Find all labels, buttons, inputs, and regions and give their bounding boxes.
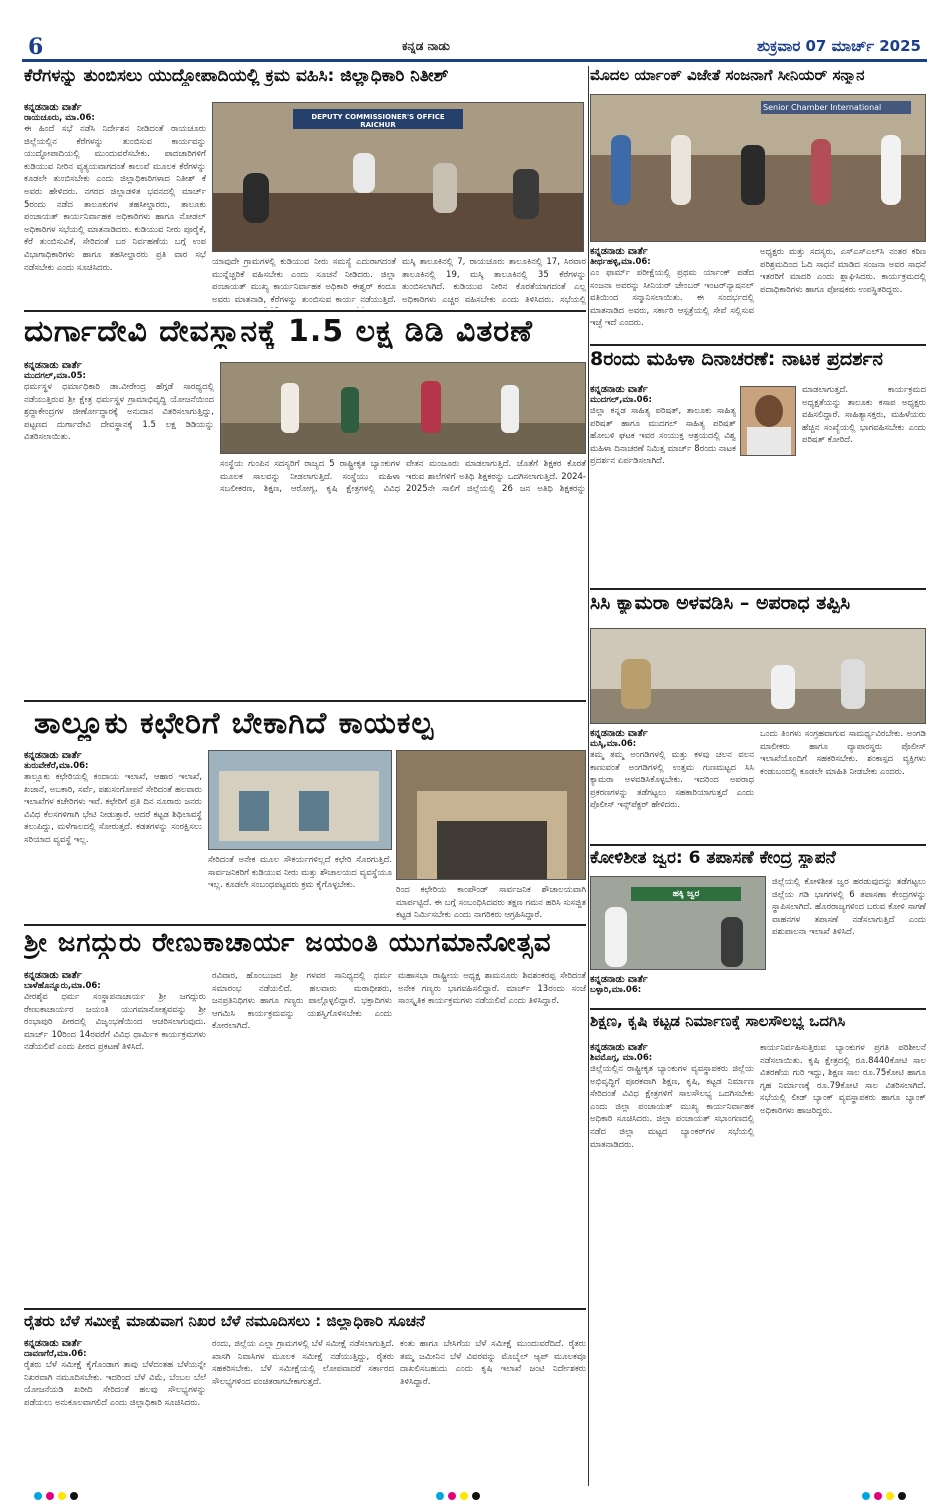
- issue-date: ಶುಕ್ರವಾರ 07 ಮಾರ್ಚ್ 2025: [757, 37, 921, 55]
- article-column: [212, 1338, 394, 1488]
- headline: ರೈತರು ಬೆಳೆ ಸಮೀಕ್ಷೆ ಮಾಡುವಾಗ ನಿಖರ ಬೆಳೆ ನಮೂದಿಸಲು : ಜಿಲ್ಲಾಧಿಕಾರಿ ಸೂಚನೆ: [24, 1312, 425, 1330]
- article-column: [212, 256, 396, 308]
- registration-marks-left: [34, 1492, 78, 1500]
- dateline: ಬಾಳೆಹೊನ್ನೂರು,ಮಾ.06:: [24, 981, 101, 991]
- section-divider: [590, 344, 926, 346]
- article-crop-survey: [24, 1312, 586, 1488]
- headline: ಮೊದಲ ರ್ಯಾಂಕ್ ವಿಜೇತೆ ಸಂಜನಾಗೆ ಸೀನಿಯರ್ ಸನ್ಮಾನ: [590, 66, 865, 84]
- dateline: ಬಳ್ಳಾರಿ,ಮಾ.06:: [590, 985, 642, 995]
- article-column: [772, 876, 926, 1008]
- byline: ಕನ್ನಡನಾಡು ವಾರ್ತೆ: [590, 728, 648, 739]
- article-column: [590, 246, 754, 344]
- article-column: [760, 1042, 926, 1488]
- registration-marks-center: [436, 1492, 480, 1500]
- article-column: [590, 974, 766, 1008]
- article-body: ಸಂಸ್ಥೆಯ ಗುಂಪಿನ ಸದಸ್ಯರಿಗೆ ರಾಜ್ಯದ 5 ರಾಷ್ಟ್ರೀಕೃತ ಬ್ಯಾಂಕುಗಳ ಮೂಲಕ ಸಾಲವನ್ನು ನೀಡಲಾಗುತ್ತಿದೆ. ಸಂಸ್ಥೆಯು ಮಹಿಳಾ ಸಬಲೀಕರಣ, ಶಿಕ್ಷಣ, ಆರೋಗ್ಯ, ಕೃಷಿ ಕ್ಷೇತ್ರಗಳಲ್ಲಿ ವಿವಿಧ: [220, 459, 400, 494]
- article-body: ಒಂದು ತಿಂಗಳು ಸಂಗ್ರಹವಾಗುವ ಸಾಮರ್ಥ್ಯವಿರಬೇಕು. ಅಂಗಡಿ ಮಾಲೀಕರು ಹಾಗೂ ವ್ಯಾಪಾರಸ್ಥರು ಪೊಲೀಸ್ ಇಲಾಖೆಯೊಂದಿಗೆ ಸಹಕರಿಸಬೇಕು. ಶಂಕಾಸ್ಪದ ವ್ಯಕ್ತಿಗಳು ಕಂಡುಬಂದಲ್ಲಿ ಕೂಡಲೇ ಮಾಹಿತಿ ನೀಡಬೇಕು ಎಂದರು.: [760, 729, 926, 777]
- article-body: ತಾಲ್ಲೂಕು ಕಛೇರಿಯಲ್ಲಿ ಕಂದಾಯ ಇಲಾಖೆ, ಆಹಾರ ಇಲಾಖೆ, ಖಜಾನೆ, ಅಬಕಾರಿ, ಸರ್ವೆ, ಪಶುಸಂಗೋಪನೆ ಸೇರಿದಂತೆ ಹಲವಾರು ಇಲಾಖೆಗಳ ಕಚೇರಿಗಳು ಇವೆ. ಕಛೇರಿಗೆ ಪ್ರತಿ ದಿನ ನೂರಾರು ಜನರು ವಿವಿಧ ಕೆಲಸಗಳಿಗಾಗಿ ಭೇಟಿ ನೀಡುತ್ತಾರೆ. ಆದರೆ ಕಟ್ಟಡ ಶಿಥಿಲಾವಸ್ಥೆ ತಲುಪಿದ್ದು, ಮಳೆಗಾಲದಲ್ಲಿ ಸೋರುತ್ತದೆ. ಕಡತಗಳನ್ನು ಸಂರಕ್ಷಿಸಲು ಸರಿಯಾದ ವ್ಯವಸ್ಥೆ ಇಲ್ಲ.: [24, 772, 202, 845]
- article-taluk-office: [24, 704, 586, 924]
- byline: ಕನ್ನಡನಾಡು ವಾರ್ತೆ: [590, 1042, 648, 1053]
- portrait-photo: [740, 386, 796, 456]
- byline: ಕನ್ನಡನಾಡು ವಾರ್ತೆ: [590, 384, 648, 395]
- article-column: [208, 854, 392, 924]
- article-body: ಮಾಡಲಾಗುತ್ತದೆ. ಕಾರ್ಯಕ್ರಮದ ಅಧ್ಯಕ್ಷತೆಯನ್ನು ತಾಲೂಕು ಕಸಾಪ ಅಧ್ಯಕ್ಷರು ವಹಿಸಲಿದ್ದಾರೆ. ಸಾಹಿತ್ಯಾಸಕ್ತರು, ಮಹಿಳೆಯರು ಹೆಚ್ಚಿನ ಸಂಖ್ಯೆಯಲ್ಲಿ ಭಾಗವಹಿಸಬೇಕು ಎಂದು ಪರಿಷತ್ ಕೋರಿದೆ.: [802, 385, 926, 446]
- byline: ಕನ್ನಡನಾಡು ವಾರ್ತೆ: [24, 360, 82, 371]
- article-body: ಯಾವುದೇ ಗ್ರಾಮಗಳಲ್ಲಿ ಕುಡಿಯುವ ನೀರು ಸಮಸ್ಯೆ ಎದುರಾಗದಂತೆ ಮುನ್ನೆಚ್ಚರಿಕೆ ವಹಿಸಬೇಕು ಎಂದು ಸೂಚನೆ ನೀಡಿದರು. ಜಿಲ್ಲಾ ಪಂಚಾಯತ್ ಮುಖ್ಯ ಕಾರ್ಯನಿರ್ವಾಹಕ ಅಧಿಕಾರಿ ಈಶ್ವರ್ ಕಂದೂ ಅವರು ಮಾತನಾಡಿ, ಕೆರೆಗಳನ್ನು ತುಂಬಿಸುವ ಕಾರ್ಯ ನಡೆಯುತ್ತಿದೆ.: [212, 257, 396, 305]
- article-column: [24, 1338, 206, 1488]
- building-photo-1: [208, 750, 392, 850]
- article-body: ತಮ್ಮ ತಮ್ಮ ಅಂಗಡಿಗಳಲ್ಲಿ ಮತ್ತು ಕಳವು ಚಲನ ವಲನ ಕಾಣುವಂತೆ ಅಂಗಡಿಗಳಲ್ಲಿ ಉತ್ತಮ ಗುಣಮಟ್ಟದ ಸಿಸಿ ಕ್ಯಾಮರಾ ಅಳವಡಿಸಿಕೊಳ್ಳಬೇಕು. ಇದರಿಂದ ಅಪರಾಧ ಪ್ರಕರಣಗಳನ್ನು ತಡೆಗಟ್ಟಲು ಸಹಕಾರಿಯಾಗುತ್ತದೆ ಎಂದು ಪೊಲೀಸ್ ಇನ್ಸ್‌ಪೆಕ್ಟರ್ ಹೇಳಿದರು.: [590, 750, 754, 811]
- section-divider: [24, 924, 586, 926]
- police-meeting-photo: [590, 628, 926, 724]
- article-fever: [590, 848, 926, 1008]
- article-body: ಕಾರ್ಯನಿರ್ವಹಿಸುತ್ತಿರುವ ಬ್ಯಾಂಕುಗಳ ಪ್ರಗತಿ ಪರಿಶೀಲನೆ ನಡೆಸಲಾಯಿತು. ಕೃಷಿ ಕ್ಷೇತ್ರದಲ್ಲಿ ರೂ.8440ಕೋಟಿ ಸಾಲ ವಿತರಣೆಯ ಗುರಿ ಇದ್ದು, ಶಿಕ್ಷಣ ಸಾಲ ರೂ.75ಕೋಟಿ ಹಾಗೂ ಗೃಹ ನಿರ್ಮಾಣಕ್ಕೆ ರೂ.79ಕೋಟಿ ಸಾಲ ವಿತರಿಸಲಾಗಿದೆ. ಸಭೆಯಲ್ಲಿ ಲೀಡ್ ಬ್ಯಾಂಕ್ ವ್ಯವಸ್ಥಾಪಕರು ಹಾಗೂ ಬ್ಯಾಂಕ್ ಅಧಿಕಾರಿಗಳು ಹಾಜರಿದ್ದರು.: [760, 1043, 926, 1116]
- photo-banner: Senior Chamber International: [761, 101, 911, 114]
- headline: ತಾಲ್ಲೂಕು ಕಛೇರಿಗೆ ಬೇಕಾಗಿದೆ ಕಾಯಕಲ್ಪ: [34, 706, 435, 741]
- article-body: ಈ ಹಿಂದೆ ಸಭೆ ನಡೆಸಿ ನಿರ್ದೇಶನ ನೀಡಿದಂತೆ ರಾಯಚೂರು ಜಿಲ್ಲೆಯಲ್ಲಿನ ಕೆರೆಗಳನ್ನು ತುಂಬಿಸುವ ಕಾರ್ಯವನ್ನು ಯುದ್ಧೋಪಾದಿಯಲ್ಲಿ ಮುಂದುವರೆಸಬೇಕು. ಪಾದಚಾರಿಗಳಿಗೆ ಕುಡಿಯುವ ನೀರಿನ ವ್ಯತ್ಯಯವಾಗದಂತೆ ಕಾಲುವೆ ಮೂಲಕ ಕೆರೆಗಳನ್ನು ಕೂಡಲೇ ತುಂಬಿಸಬೇಕು ಎಂದು ಜಿಲ್ಲಾಧಿಕಾರಿಗಳಾದ ನಿತೀಶ್ ಕೆ ಅವರು ಹೇಳಿದರು. ನಗರದ ಜಿಲ್ಲಾಡಳಿತ ಭವನದಲ್ಲಿ ಮಾರ್ಚ್ 5ರಂದು ನಡೆದ ತಾಲೂಕುಗಳ ತಹಸೀಲ್ದಾರರು, ತಾಲೂಕು ಪಂಚಾಯತ್ ಕಾರ್ಯನಿರ್ವಾಹಕ ಅಧಿಕಾರಿಗಳು ಹಾಗೂ ನೋಡಲ್ ಅಧಿಕಾರಿಗಳ ಸಭೆಯಲ್ಲಿ ಮಾತನಾಡಿದರು. ಕುಡಿಯುವ ನೀರು ಪೂರೈಕೆ, ಕೆರೆ ತುಂಬಿಸುವಿಕೆ, ಸೇರಿದಂತೆ ಬರ ನಿರ್ವಹಣೆಯ ಬಗ್ಗೆ ಉಪ ವಿಭಾಗಾಧಿಕಾರಿಗಳು ಹಾಗೂ ತಹಸೀಲ್ದಾರರು ಪ್ರತಿ ವಾರ ಸಭೆ ನಡೆಸಬೇಕು ಎಂದು ಸೂಚಿಸಿದರು.: [24, 124, 206, 273]
- page-number: 6: [28, 34, 44, 60]
- article-body: ಧರ್ಮಸ್ಥಳ ಧರ್ಮಾಧಿಕಾರಿ ಡಾ.ವೀರೇಂದ್ರ ಹೆಗ್ಗಡೆ ಸಾರಥ್ಯದಲ್ಲಿ ನಡೆಯುತ್ತಿರುವ ಶ್ರೀ ಕ್ಷೇತ್ರ ಧರ್ಮಸ್ಥಳ ಗ್ರಾಮಾಭಿವೃದ್ಧಿ ಯೋಜನೆಯಿಂದ ಶ್ರದ್ಧಾಕೇಂದ್ರಗಳ ಜೀರ್ಣೋದ್ಧಾರಕ್ಕೆ ಅನುದಾನ ವಿತರಿಸಲಾಗುತ್ತಿದ್ದು, ಪಟ್ಟಣದ ದುರ್ಗಾದೇವಿ ದೇವಸ್ಥಾನಕ್ಕೆ 1.5 ಲಕ್ಷ ಡಿಡಿಯನ್ನು ವಿತರಿಸಲಾಯಿತು.: [24, 382, 214, 443]
- article-column: [212, 970, 392, 1160]
- article-lakes: [24, 66, 586, 308]
- article-body: ಜಿಲ್ಲಾ ಕನ್ನಡ ಸಾಹಿತ್ಯ ಪರಿಷತ್, ತಾಲೂಕು ಸಾಹಿತ್ಯ ಪರಿಷತ್ ಹಾಗೂ ಮುದಗಲ್ ಸಾಹಿತ್ಯ ಪರಿಷತ್ ಹೋಬಳಿ ಘಟಕ ಇವರ ಸಂಯುಕ್ತ ಆಶ್ರಯದಲ್ಲಿ ವಿಶ್ವ ಮಹಿಳಾ ದಿನಾಚರಣೆ ನಿಮಿತ್ತ ಮಾರ್ಚ್ 8ರಂದು ನಾಟಕ ಪ್ರದರ್ಶನ ಏರ್ಪಡಿಸಲಾಗಿದೆ.: [590, 406, 736, 467]
- masthead: [22, 34, 927, 62]
- article-body: ಅಧ್ಯಕ್ಷರು ಮತ್ತು ಸದಸ್ಯರು, ಎಸ್‌ಎಸ್‌ಎಲ್‌ಸಿ ನಂತರ ಕಠಿಣ ಪರಿಶ್ರಮದಿಂದ ಓದಿ ಸಾಧನೆ ಮಾಡಿದ ಸಂಜನಾ ಅವರ ಸಾಧನೆ ಇತರರಿಗೆ ಮಾದರಿ ಎಂದು ಶ್ಲಾಘಿಸಿದರು. ಕಾರ್ಯಕ್ರಮದಲ್ಲಿ ಪದಾಧಿಕಾರಿಗಳು ಹಾಗೂ ಪೋಷಕರು ಉಪಸ್ಥಿತರಿದ್ದರು.: [760, 247, 926, 295]
- article-body: ಎಂ ಫಾರ್ಮ್ ಪರೀಕ್ಷೆಯಲ್ಲಿ ಪ್ರಥಮ ರ್ಯಾಂಕ್ ಪಡೆದ ಸಂಜನಾ ಅವರನ್ನು ಸೀನಿಯರ್ ಚೇಂಬರ್ ಇಂಟರ್‌ನ್ಯಾಷನಲ್ ವತಿಯಿಂದ ಸನ್ಮಾನಿಸಲಾಯಿತು. ಈ ಸಂದರ್ಭದಲ್ಲಿ ಮಾತನಾಡಿದ ಅವರು, ಸರ್ಕಾರಿ ಆಸ್ಪತ್ರೆಯಲ್ಲಿ ಸೇವೆ ಸಲ್ಲಿಸುವ ಇಚ್ಛೆ ಇದೆ ಎಂದರು.: [590, 268, 754, 329]
- article-column: [400, 1338, 586, 1488]
- article-body: ರಿಂದ ಕಛೇರಿಯ ಕಾಂಪೌಂಡ್ ಸಾರ್ವಜನಿಕ ಶೌಚಾಲಯವಾಗಿ ಮಾರ್ಪಟ್ಟಿದೆ. ಈ ಬಗ್ಗೆ ಸಂಬಂಧಿಸಿದವರು ತಕ್ಷಣ ಗಮನ ಹರಿಸಿ ಸುಸಜ್ಜಿತ ಕಟ್ಟಡ ನಿರ್ಮಿಸಬೇಕು ಎಂದು ನಾಗರಿಕರು ಆಗ್ರಹಿಸಿದ್ದಾರೆ.: [396, 885, 586, 921]
- article-column: [402, 256, 586, 308]
- article-column: [590, 728, 754, 842]
- byline: ಕನ್ನಡನಾಡು ವಾರ್ತೆ: [24, 102, 82, 113]
- dateline: ಮುದಗಲ್,ಮಾ.06:: [590, 395, 652, 405]
- article-column: [24, 360, 214, 494]
- section-divider: [24, 700, 586, 702]
- article-column: [398, 970, 586, 1160]
- paper-name: ಕನ್ನಡ ನಾಡು: [402, 39, 450, 53]
- byline: ಕನ್ನಡನಾಡು ವಾರ್ತೆ: [24, 1338, 82, 1349]
- article-column: [24, 970, 206, 1160]
- byline: ಕನ್ನಡನಾಡು ವಾರ್ತೆ: [590, 974, 648, 985]
- article-body: ವೇತನ ಮಂಜೂರು ಮಾಡಲಾಗುತ್ತಿದೆ. ಜೊತೆಗೆ ಶಿಕ್ಷಕರ ಕೊರತೆ ಇರುವ ಶಾಲೆಗಳಿಗೆ ಅತಿಥಿ ಶಿಕ್ಷಕರನ್ನು ಒದಗಿಸಲಾಗುತ್ತಿದೆ. 2024-2025ನೇ ಸಾಲಿಗೆ ಜಿಲ್ಲೆಯಲ್ಲಿ 26 ಜನ ಅತಿಥಿ ಶಿಕ್ಷಕರನ್ನು: [406, 459, 586, 494]
- article-column: [24, 750, 202, 924]
- article-cctv: [590, 592, 926, 842]
- headline: ಕೋಳಿಶೀತ ಜ್ವರ: 6 ತಪಾಸಣೆ ಕೇಂದ್ರ ಸ್ಥಾಪನೆ: [590, 848, 836, 868]
- dateline: ತುರುವೇಕೆರೆ,ಮಾ.06:: [24, 761, 89, 771]
- photo-banner: ಹಕ್ಕಿ ಜ್ವರ: [631, 887, 741, 901]
- dateline: ರಾಯಚೂರು, ಮಾ.06:: [24, 113, 95, 123]
- article-first-rank: [590, 66, 926, 344]
- section-divider: [24, 1308, 586, 1310]
- dateline: ಮುದಗಲ್,ಮಾ.05:: [24, 371, 86, 381]
- article-body: ಕಂತು ಹಾಗೂ ಬೇಸಿಗೆಯ ಬೆಳೆ ಸಮೀಕ್ಷೆ ಮುಂದುವರೆದಿದೆ. ರೈತರು ತಮ್ಮ ಜಮೀನಿನ ಬೆಳೆ ವಿವರವನ್ನು ಮೊಬೈಲ್ ಆ್ಯಪ್ ಮೂಲಕವೂ ದಾಖಲಿಸಬಹುದು ಎಂದು ಕೃಷಿ ಇಲಾಖೆ ಜಂಟಿ ನಿರ್ದೇಶಕರು ತಿಳಿಸಿದ್ದಾರೆ.: [400, 1339, 586, 1387]
- dateline: ತೀರ್ಥಹಳ್ಳಿ,ಮಾ.06:: [590, 257, 651, 267]
- article-column: [220, 458, 400, 494]
- article-column: [24, 102, 206, 308]
- dateline: ಮಸ್ಕಿ,ಮಾ.06:: [590, 739, 637, 749]
- article-body: ವೀರಶೈವ ಧರ್ಮ ಸಂಸ್ಥಾಪನಾಚಾರ್ಯ ಶ್ರೀ ಜಗದ್ಗುರು ರೇಣುಕಾಚಾರ್ಯರ ಜಯಂತಿ ಯುಗಮಾನೋತ್ಸವವನ್ನು ಶ್ರೀ ರಂಭಾಪುರಿ ಪೀಠದಲ್ಲಿ ವಿಜೃಂಭಣೆಯಿಂದ ಆಚರಿಸಲಾಗುವುದು. ಮಾರ್ಚ್ 10ರಿಂದ 14ರವರೆಗೆ ವಿವಿಧ ಧಾರ್ಮಿಕ ಕಾರ್ಯಕ್ರಮಗಳು ನಡೆಯಲಿವೆ ಎಂದು ಪೀಠದ ಪ್ರಕಟಣೆ ತಿಳಿಸಿದೆ.: [24, 992, 206, 1053]
- article-body: ರವಿವಾರ, ಹೊಂಬುಜದ ಶ್ರೀ ಗಳವರ ಸಾನಿಧ್ಯದಲ್ಲಿ ಧರ್ಮ ಸಮಾರಂಭ ನಡೆಯಲಿದೆ. ಹಲವಾರು ಮಠಾಧೀಶರು, ಜನಪ್ರತಿನಿಧಿಗಳು ಹಾಗೂ ಗಣ್ಯರು ಪಾಲ್ಗೊಳ್ಳಲಿದ್ದಾರೆ. ಭಕ್ತಾದಿಗಳು ಆಗಮಿಸಿ ಕಾರ್ಯಕ್ರಮವನ್ನು ಯಶಸ್ವಿಗೊಳಿಸಬೇಕು ಎಂದು ಕೋರಲಾಗಿದೆ.: [212, 971, 392, 1032]
- section-divider: [24, 310, 586, 312]
- article-body: ರಂದು, ಜಿಲ್ಲೆಯ ಎಲ್ಲಾ ಗ್ರಾಮಗಳಲ್ಲಿ ಬೆಳೆ ಸಮೀಕ್ಷೆ ನಡೆಸಲಾಗುತ್ತಿದೆ. ಖಾಸಗಿ ನಿವಾಸಿಗಳ ಮೂಲಕ ಸಮೀಕ್ಷೆ ನಡೆಯುತ್ತಿದ್ದು, ರೈತರು ಸಹಕರಿಸಬೇಕು. ಬೆಳೆ ಸಮೀಕ್ಷೆಯಲ್ಲಿ ಲೋಪವಾದರೆ ಸರ್ಕಾರದ ಸೌಲಭ್ಯಗಳಿಂದ ವಂಚಿತರಾಗಬೇಕಾಗುತ್ತದೆ.: [212, 1339, 394, 1387]
- article-body: ಮಹಾಸಭಾ ರಾಷ್ಟ್ರೀಯ ಅಧ್ಯಕ್ಷ ಶಾಮನೂರು ಶಿವಶಂಕರಪ್ಪ ಸೇರಿದಂತೆ ಅನೇಕ ಗಣ್ಯರು ಭಾಗವಹಿಸಲಿದ್ದಾರೆ. ಮಾರ್ಚ್ 13ರಂದು ಸಂಜೆ ಸಾಂಸ್ಕೃತಿಕ ಕಾರ್ಯಕ್ರಮಗಳು ನಡೆಯಲಿವೆ ಎಂದು ತಿಳಿಸಿದ್ದಾರೆ.: [398, 971, 586, 1007]
- article-womens-day: [590, 348, 926, 586]
- headline: ದುರ್ಗಾದೇವಿ ದೇವಸ್ಥಾನಕ್ಕೆ 1.5 ಲಕ್ಷ ಡಿಡಿ ವಿತರಣೆ: [24, 314, 533, 349]
- article-body: ರೈತರು ಬೆಳೆ ಸಮೀಕ್ಷೆ ಕೈಗೊಂಡಾಗ ತಾವು ಬೆಳೆದಂತಹ ಬೆಳೆಯನ್ನೇ ನಿಖರವಾಗಿ ನಮೂದಿಸಬೇಕು. ಇದರಿಂದ ಬೆಳೆ ವಿಮೆ, ಬೆಂಬಲ ಬೆಲೆ ಯೋಜನೆಯಡಿ ಖರೀದಿ ಸೇರಿದಂತೆ ಹಲವು ಸೌಲಭ್ಯಗಳನ್ನು ಪಡೆಯಲು ಅನುಕೂಲವಾಗಲಿದೆ ಎಂದು ಜಿಲ್ಲಾಧಿಕಾರಿ ಸೂಚಿಸಿದರು.: [24, 1360, 206, 1408]
- section-divider: [590, 588, 926, 590]
- article-body: ಜಿಲ್ಲೆಯಲ್ಲಿ ಕೋಳಿಶೀತ ಜ್ವರ ಹರಡುವುದನ್ನು ತಡೆಗಟ್ಟಲು ಜಿಲ್ಲೆಯ ಗಡಿ ಭಾಗಗಳಲ್ಲಿ 6 ತಪಾಸಣಾ ಕೇಂದ್ರಗಳನ್ನು ಸ್ಥಾಪಿಸಲಾಗಿದೆ. ಹೊರರಾಜ್ಯಗಳಿಂದ ಬರುವ ಕೋಳಿ ಸಾಗಣೆ ವಾಹನಗಳ ತಪಾಸಣೆ ನಡೆಸಲಾಗುತ್ತಿದೆ ಎಂದು ಪಶುಪಾಲನಾ ಇಲಾಖೆ ತಿಳಿಸಿದೆ.: [772, 877, 926, 938]
- byline: ಕನ್ನಡನಾಡು ವಾರ್ತೆ: [24, 750, 82, 761]
- building-photo-2: [396, 750, 586, 880]
- article-body: ಸೇರಿದಂತೆ ಅನೇಕ ಮೂಲ ಸೌಕರ್ಯಗಳಿಲ್ಲದೆ ಕಛೇರಿ ಸೊರಗುತ್ತಿದೆ. ಸಾರ್ವಜನಿಕರಿಗೆ ಕುಡಿಯುವ ನೀರು ಮತ್ತು ಶೌಚಾಲಯದ ವ್ಯವಸ್ಥೆಯೂ ಇಲ್ಲ. ಕೂಡಲೇ ಸಂಬಂಧಪಟ್ಟವರು ಕ್ರಮ ಕೈಗೊಳ್ಳಬೇಕು.: [208, 855, 392, 891]
- photo-sign: DEPUTY COMMISSIONER'S OFFICE RAICHUR: [311, 113, 445, 129]
- dateline: ಶಿವಮೊಗ್ಗ, ಮಾ.06:: [590, 1053, 653, 1063]
- article-body: ಜಿಲ್ಲೆಯಲ್ಲಿನ ರಾಷ್ಟ್ರೀಕೃತ ಬ್ಯಾಂಕುಗಳ ವ್ಯವಸ್ಥಾಪಕರು ಜಿಲ್ಲೆಯ ಅಭಿವೃದ್ಧಿಗೆ ಪೂರಕವಾಗಿ ಶಿಕ್ಷಣ, ಕೃಷಿ, ಕಟ್ಟಡ ನಿರ್ಮಾಣ ಸೇರಿದಂತೆ ವಿವಿಧ ಕ್ಷೇತ್ರಗಳಿಗೆ ಸಾಲಸೌಲಭ್ಯ ಒದಗಿಸಬೇಕು ಎಂದು ಜಿಲ್ಲಾ ಪಂಚಾಯತ್ ಮುಖ್ಯ ಕಾರ್ಯನಿರ್ವಾಹಕ ಅಧಿಕಾರಿ ಸೂಚಿಸಿದರು. ಜಿಲ್ಲಾ ಪಂಚಾಯತ್ ಸಭಾಂಗಣದಲ್ಲಿ ನಡೆದ ಜಿಲ್ಲಾ ಮಟ್ಟದ ಬ್ಯಾಂಕರ್‌ಗಳ ಸಭೆಯಲ್ಲಿ ಮಾತನಾಡಿದರು.: [590, 1064, 754, 1150]
- article-renukacharya: [24, 928, 586, 1160]
- article-loans: [590, 1012, 926, 1488]
- article-column: [406, 458, 586, 494]
- section-divider: [590, 1008, 926, 1010]
- registration-marks-right: [862, 1492, 906, 1500]
- article-column: [396, 884, 586, 924]
- article-column: [802, 384, 926, 586]
- byline: ಕನ್ನಡನಾಡು ವಾರ್ತೆ: [24, 970, 82, 981]
- article-body: ಮಸ್ಕಿ ತಾಲೂಕಿನಲ್ಲಿ 7, ರಾಯಚೂರು ತಾಲೂಕಿನಲ್ಲಿ 17, ಸಿರವಾರ ತಾಲೂಕಿನಲ್ಲಿ 19, ಮಸ್ಕಿ ತಾಲೂಕಿನಲ್ಲಿ 35 ಕೆರೆಗಳನ್ನು ತುಂಬಿಸಲಾಗಿದೆ. ಕುಡಿಯುವ ನೀರಿನ ಕೊರತೆಯಾಗದಂತೆ ಎಲ್ಲ ಅಧಿಕಾರಿಗಳು ಎಚ್ಚರ ವಹಿಸಬೇಕು ಎಂದು ತಿಳಿಸಿದರು. ಸಭೆಯಲ್ಲಿ: [402, 257, 586, 305]
- temple-photo: [220, 362, 586, 454]
- checkpost-photo: [590, 876, 766, 970]
- article-column: [590, 384, 736, 586]
- dateline: ದಾವಣಗೆರೆ,ಮಾ.06:: [24, 1349, 87, 1359]
- headline: ಶಿಕ್ಷಣ, ಕೃಷಿ ಕಟ್ಟಡ ನಿರ್ಮಾಣಕ್ಕೆ ಸಾಲಸೌಲಭ್ಯ ಒದಗಿಸಿ: [590, 1012, 846, 1030]
- section-divider: [590, 844, 926, 846]
- headline: 8ರಂದು ಮಹಿಳಾ ದಿನಾಚರಣೆ: ನಾಟಕ ಪ್ರದರ್ಶನ: [590, 348, 883, 370]
- headline: ಕೆರೆಗಳನ್ನು ತುಂಬಿಸಲು ಯುದ್ಧೋಪಾದಿಯಲ್ಲಿ ಕ್ರಮ ವಹಿಸಿ: ಜಿಲ್ಲಾಧಿಕಾರಿ ನಿತೀಶ್: [24, 66, 449, 86]
- felicitation-photo: [590, 94, 926, 242]
- article-column: [760, 246, 926, 344]
- article-column: [760, 728, 926, 842]
- headline: ಸಿಸಿ ಕ್ಯಾಮರಾ ಅಳವಡಿಸಿ – ಅಪರಾಧ ತಪ್ಪಿಸಿ: [590, 592, 851, 614]
- article-column: [590, 1042, 754, 1488]
- column-divider: [588, 66, 589, 1486]
- article-durgadevi: [24, 314, 586, 494]
- headline: ಶ್ರೀ ಜಗದ್ಗುರು ರೇಣುಕಾಚಾರ್ಯ ಜಯಂತಿ ಯುಗಮಾನೋತ್ಸವ: [24, 928, 552, 958]
- byline: ಕನ್ನಡನಾಡು ವಾರ್ತೆ: [590, 246, 648, 257]
- meeting-photo: [212, 102, 584, 252]
